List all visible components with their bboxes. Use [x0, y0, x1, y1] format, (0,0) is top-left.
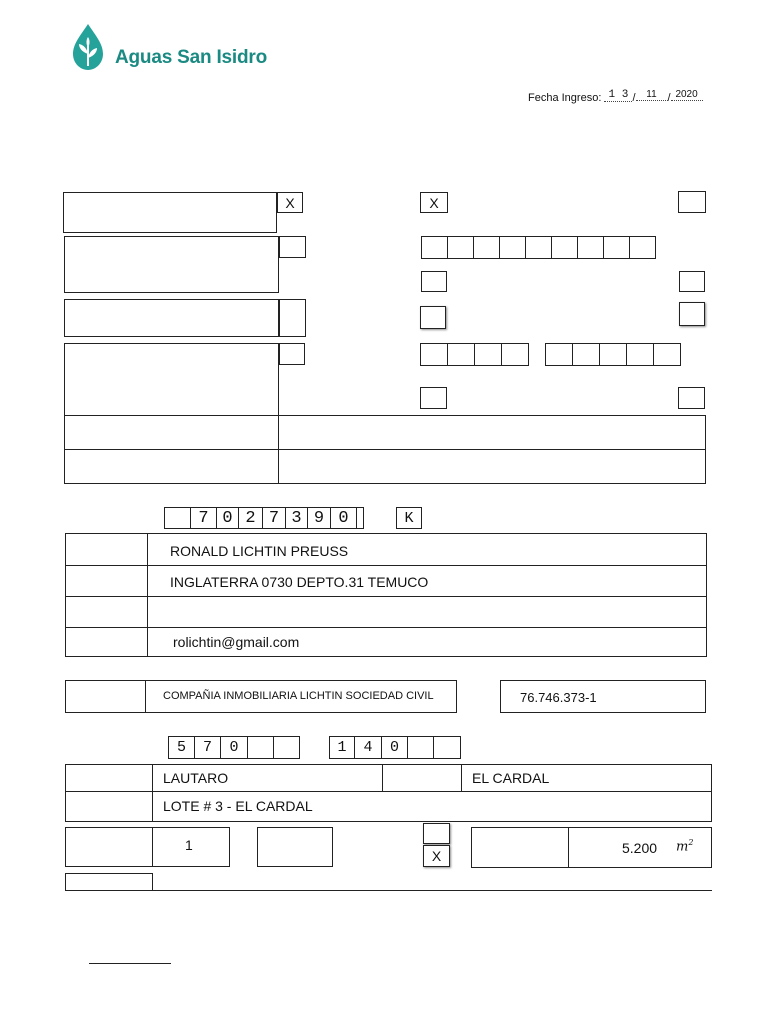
rut-digit[interactable]: 7	[190, 507, 217, 529]
property-label-comuna	[65, 764, 153, 792]
footer-rule	[152, 890, 712, 891]
brand-name: Aguas San Isidro	[115, 47, 268, 68]
property-area: 5.200	[622, 840, 658, 856]
digit-cell[interactable]	[626, 343, 654, 366]
checkbox-2[interactable]: X	[420, 192, 448, 213]
client-label-email	[65, 627, 148, 657]
digit-cells-top	[421, 236, 656, 259]
fecha-ingreso	[528, 89, 703, 106]
fecha-label: Fecha Ingreso:	[528, 92, 602, 104]
logo	[70, 22, 270, 74]
digit-cell[interactable]	[525, 236, 552, 259]
digit-cell[interactable]	[599, 343, 627, 366]
label-box-2	[64, 236, 279, 293]
rut-digit[interactable]: 0	[330, 507, 357, 529]
client-phone-field[interactable]	[147, 596, 707, 628]
digit-cell[interactable]	[473, 236, 500, 259]
fecha-month: 11	[636, 89, 668, 101]
signature-line	[89, 963, 171, 964]
digit-cell[interactable]	[551, 236, 578, 259]
area-unit: $m^2$	[676, 838, 694, 855]
property-extra-field[interactable]	[257, 827, 333, 867]
client-label-name	[65, 533, 148, 566]
checkbox-12[interactable]	[678, 387, 705, 409]
code-digit[interactable]	[273, 736, 300, 759]
digit-cell[interactable]	[653, 343, 681, 366]
checkbox-4[interactable]	[279, 236, 306, 258]
checkbox-8[interactable]	[420, 306, 446, 329]
company-rut: 76.746.373-1	[520, 690, 597, 705]
code-digit[interactable]: 0	[220, 736, 248, 759]
property-qty: 1	[185, 837, 193, 853]
property-label-area	[471, 827, 569, 868]
checkbox-10[interactable]	[279, 343, 305, 365]
code-cells-b	[329, 736, 461, 759]
client-address: INGLATERRA 0730 DEPTO.31 TEMUCO	[170, 574, 429, 590]
digit-cell[interactable]	[447, 343, 475, 366]
checkbox-9[interactable]	[679, 302, 705, 326]
code-digit[interactable]: 4	[354, 736, 382, 759]
rut-digit[interactable]: 9	[307, 507, 331, 529]
rut-digit[interactable]	[356, 507, 364, 529]
client-label-phone	[65, 596, 148, 628]
label-box-6	[64, 449, 279, 484]
property-sector: EL CARDAL	[472, 770, 550, 786]
client-email: rolichtin@gmail.com	[173, 634, 300, 650]
water-drop-leaf-icon	[70, 22, 106, 72]
digit-cell[interactable]	[499, 236, 526, 259]
rut-digit[interactable]: 7	[262, 507, 286, 529]
checkbox-11[interactable]	[420, 387, 447, 409]
rut-digit[interactable]: 2	[238, 507, 263, 529]
digit-cell[interactable]	[572, 343, 600, 366]
code-digit[interactable]: 5	[168, 736, 195, 759]
code-digit[interactable]: 7	[194, 736, 221, 759]
property-label-qty	[65, 827, 153, 867]
code-digit[interactable]: 1	[329, 736, 355, 759]
company-name: COMPAÑIA INMOBILIARIA LICHTIN SOCIEDAD CIVIL	[163, 690, 434, 702]
fecha-sep-2: /	[667, 92, 671, 104]
value-box-6[interactable]	[278, 449, 706, 484]
digit-cell[interactable]	[603, 236, 630, 259]
digit-cell[interactable]	[474, 343, 502, 366]
digit-cell[interactable]	[501, 343, 529, 366]
digit-cell[interactable]	[447, 236, 474, 259]
property-label-sector	[382, 764, 462, 792]
rut-cells	[164, 507, 364, 529]
digit-cell[interactable]	[545, 343, 573, 366]
code-digit[interactable]	[433, 736, 461, 759]
digit-cell[interactable]	[421, 236, 448, 259]
property-checkbox-top[interactable]	[423, 823, 450, 844]
fecha-sep-1: /	[632, 92, 636, 104]
checkbox-3[interactable]	[678, 191, 706, 213]
rut-digit[interactable]: 0	[216, 507, 239, 529]
checkbox-7[interactable]	[279, 299, 306, 337]
property-label-lote	[65, 791, 153, 822]
rut-digit[interactable]	[164, 507, 191, 529]
rut-dv-cell[interactable]: K	[396, 507, 422, 529]
code-digit[interactable]: 0	[381, 736, 408, 759]
label-box-1	[63, 192, 277, 233]
footer-label-box	[65, 873, 153, 891]
code-digit[interactable]	[407, 736, 434, 759]
code-digit[interactable]	[247, 736, 274, 759]
client-label-address	[65, 565, 148, 597]
digit-cells-mid-a	[420, 343, 529, 366]
label-box-4	[64, 343, 279, 416]
digit-cells-mid-b	[545, 343, 681, 366]
client-name: RONALD LICHTIN PREUSS	[170, 543, 349, 559]
fecha-day: 1 3	[604, 89, 632, 102]
value-box-5[interactable]	[278, 415, 706, 450]
checkbox-5[interactable]	[421, 271, 447, 292]
checkbox-6[interactable]	[679, 271, 705, 292]
company-label	[65, 680, 146, 713]
rut-digit[interactable]: 3	[285, 507, 308, 529]
checkbox-1[interactable]: X	[277, 192, 303, 213]
digit-cell[interactable]	[577, 236, 604, 259]
property-checkbox-x[interactable]: X	[423, 845, 450, 867]
code-cells-a	[168, 736, 300, 759]
property-comuna: LAUTARO	[163, 770, 229, 786]
digit-cell[interactable]	[629, 236, 656, 259]
fecha-year: 2020	[671, 89, 703, 101]
property-lote: LOTE # 3 - EL CARDAL	[163, 798, 313, 814]
digit-cell[interactable]	[420, 343, 448, 366]
label-box-3	[64, 299, 279, 337]
label-box-5	[64, 415, 279, 450]
